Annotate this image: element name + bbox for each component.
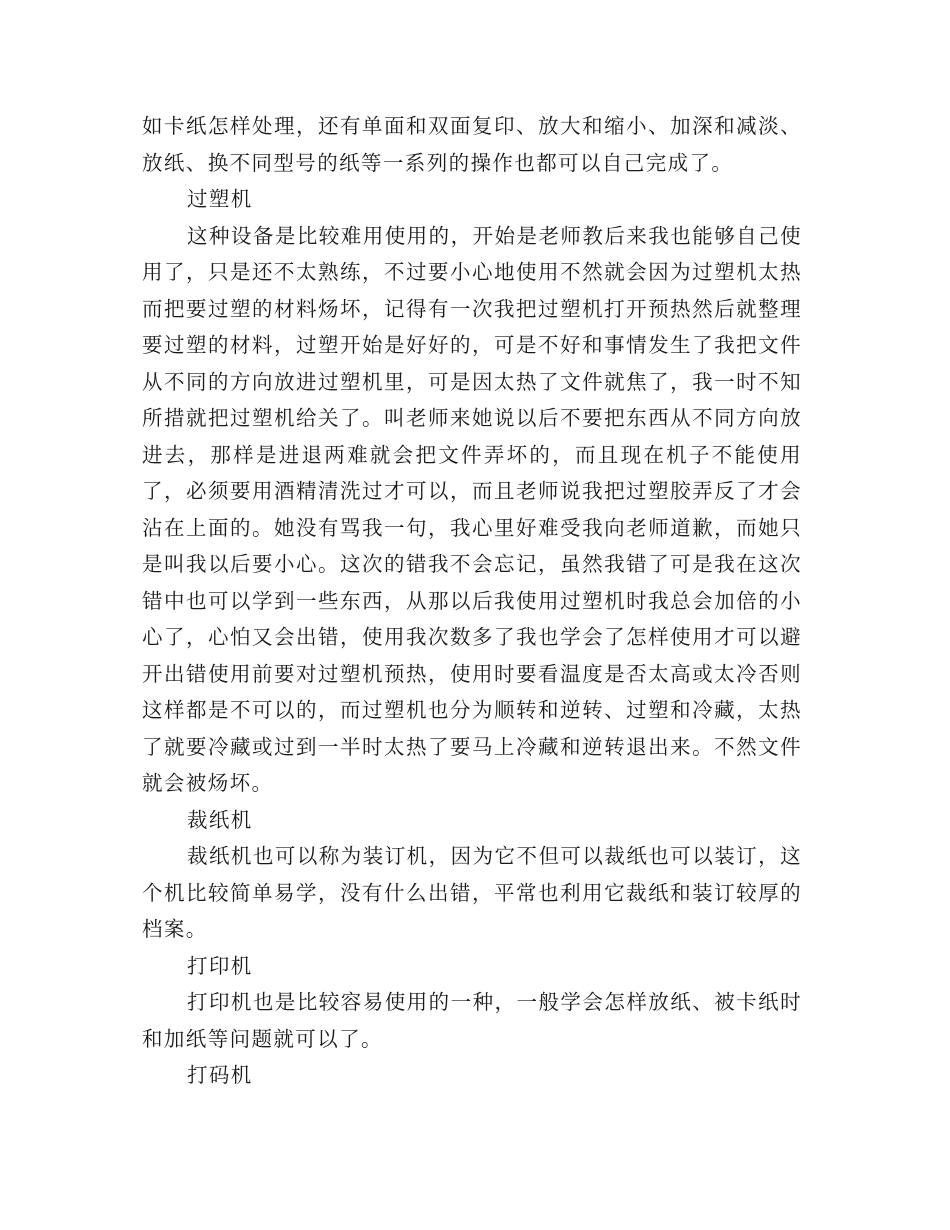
paragraph-copier-operations: 如卡纸怎样处理，还有单面和双面复印、放大和缩小、加深和减淡、放纸、换不同型号的纸等一系列的操作也都可以自己完成了。 xyxy=(142,114,802,175)
section-heading-laminator: 过塑机 xyxy=(187,187,253,211)
section-heading-paper-cutter: 裁纸机 xyxy=(187,807,253,832)
paragraph-printer: 打印机也是比较容易使用的一种，一般学会怎样放纸、被卡纸时和加纸等问题就可以了。 xyxy=(142,990,802,1051)
paragraph-paper-cutter: 裁纸机也可以称为装订机，因为它不但可以裁纸也可以装订，这个机比较简单易学，没有什么出错，平常也利用它裁纸和装订较厚的档案。 xyxy=(142,844,802,941)
document-body xyxy=(142,108,802,1094)
section-heading-numbering-machine: 打码机 xyxy=(187,1063,253,1087)
section-heading-printer: 打印机 xyxy=(187,953,253,978)
paragraph-laminator: 这种设备是比较难用使用的，开始是老师教后来我也能够自己使用了，只是还不太熟练，不过要小心地使用不然就会因为过塑机太热而把要过塑的材料炀坏，记得有一次我把过塑机打开预热然后就整理要过塑的材料，过塑开始是好好的，可是不好和事情发生了我把文件从不同的方向放进过塑机里，可是因太热了文件就焦了，我一时不知所措就把过塑机给关了。叫老师来她说以后不要把东西从不同方向放进去，那样是进退两难就会把文件弄坏的，而且现在机子不能使用了，必须要用酒精清洗过才可以，而且老师说我把过塑胶弄反了才会沾在上面的。她没有骂我一句，我心里好难受我向老师道歉，而她只是叫我以后要小心。这次的错我不会忘记，虽然我错了可是我在这次错中也可以学到一些东西，从那以后我使用过塑机时我总会加倍的小心了，心怕又会出错，使用我次数多了我也学会了怎样使用才可以避开出错使用前要对过塑机预热，使用时要看温度是否太高或太冷否则这样都是不可以的，而过塑机也分为顺转和逆转、过塑和冷藏，太热了就要冷藏或过到一半时太热了要马上冷藏和逆转退出来。不然文件就会被炀坏。 xyxy=(142,223,802,795)
